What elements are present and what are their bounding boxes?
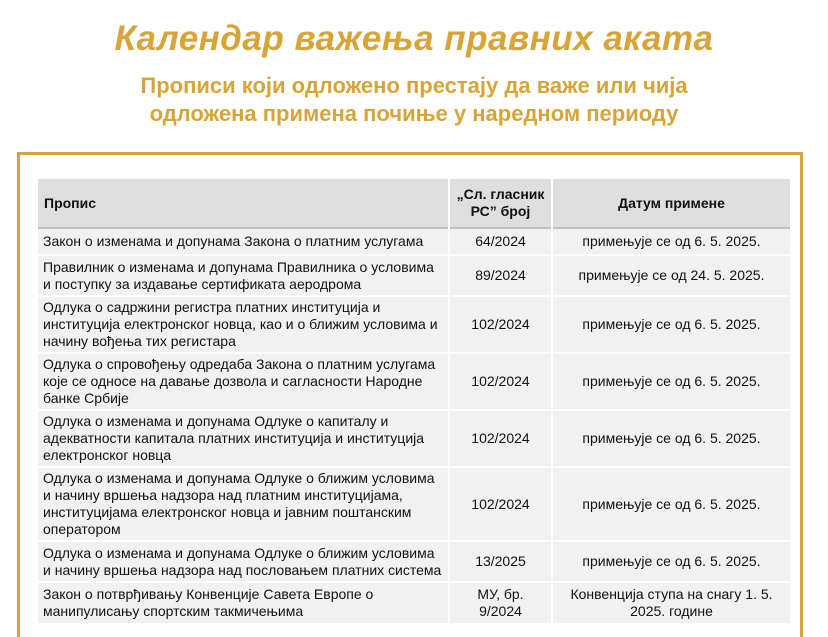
table-row xyxy=(38,541,790,582)
gazette-cell: 102/2024 xyxy=(449,467,552,541)
column-header-gazette-line-1: „Сл. гласник xyxy=(456,186,545,202)
table-row xyxy=(38,255,790,296)
regulation-cell: Одлука о спровођењу одредаба Закона о платним услугама које се односе на давање дозвола и сагласности Народне банке Србије xyxy=(38,353,449,410)
table-row xyxy=(38,582,790,623)
legal-acts-table xyxy=(38,179,790,623)
regulation-cell: Одлука о изменама и допунама Одлуке о капиталу и адекватности капитала платних институција и институција електронског новца xyxy=(38,410,449,467)
subtitle-line-1: Прописи који одложено престају да важе или чија xyxy=(140,73,688,98)
page-subtitle xyxy=(0,72,828,128)
gazette-cell: 102/2024 xyxy=(449,410,552,467)
regulation-cell: Закон о потврђивању Конвенције Савета Европе о манипулисању спортским такмичењима xyxy=(38,582,449,623)
gazette-cell: 64/2024 xyxy=(449,228,552,255)
table-header-row xyxy=(38,179,790,228)
table-row xyxy=(38,296,790,353)
subtitle-line-2: одложена примена почиње у наредном периоду xyxy=(149,101,679,126)
date-cell: примењује се од 6. 5. 2025. xyxy=(552,410,790,467)
date-cell: примењује се од 6. 5. 2025. xyxy=(552,541,790,582)
column-header-regulation: Пропис xyxy=(38,179,449,228)
table-row xyxy=(38,467,790,541)
column-header-gazette xyxy=(449,179,552,228)
page-title: Календар важења правних аката xyxy=(114,19,714,58)
regulation-cell: Одлука о садржини регистра платних институција и институција електронског новца, као и о ближим условима и начину вођења тих регистара xyxy=(38,296,449,353)
gazette-cell: 89/2024 xyxy=(449,255,552,296)
regulation-cell: Одлука о изменама и допунама Одлуке о ближим условима и начину вршења надзора над платним институцијама, институцијама електронског новца и јавним поштанским оператором xyxy=(38,467,449,541)
table-row xyxy=(38,410,790,467)
date-cell: примењује се од 6. 5. 2025. xyxy=(552,296,790,353)
date-cell: примењује се од 6. 5. 2025. xyxy=(552,467,790,541)
column-header-date: Датум примене xyxy=(552,179,790,228)
regulation-cell: Закон о изменама и допунама Закона о платним услугама xyxy=(38,228,449,255)
gazette-cell: 13/2025 xyxy=(449,541,552,582)
date-cell: примењује се од 24. 5. 2025. xyxy=(552,255,790,296)
table-row xyxy=(38,228,790,255)
gazette-cell: 102/2024 xyxy=(449,296,552,353)
regulation-cell: Одлука о изменама и допунама Одлуке о ближим условима и начину вршења надзора над пословањем платних система xyxy=(38,541,449,582)
date-cell: примењује се од 6. 5. 2025. xyxy=(552,353,790,410)
date-cell: примењује се од 6. 5. 2025. xyxy=(552,228,790,255)
column-header-gazette-line-2: РС” број xyxy=(470,203,531,219)
gazette-cell: МУ, бр. 9/2024 xyxy=(449,582,552,623)
regulation-cell: Правилник о изменама и допунама Правилника о условима и поступку за издавање сертификата аеродрома xyxy=(38,255,449,296)
table-row xyxy=(38,353,790,410)
gazette-cell: 102/2024 xyxy=(449,353,552,410)
date-cell: Конвенција ступа на снагу 1. 5. 2025. године xyxy=(552,582,790,623)
